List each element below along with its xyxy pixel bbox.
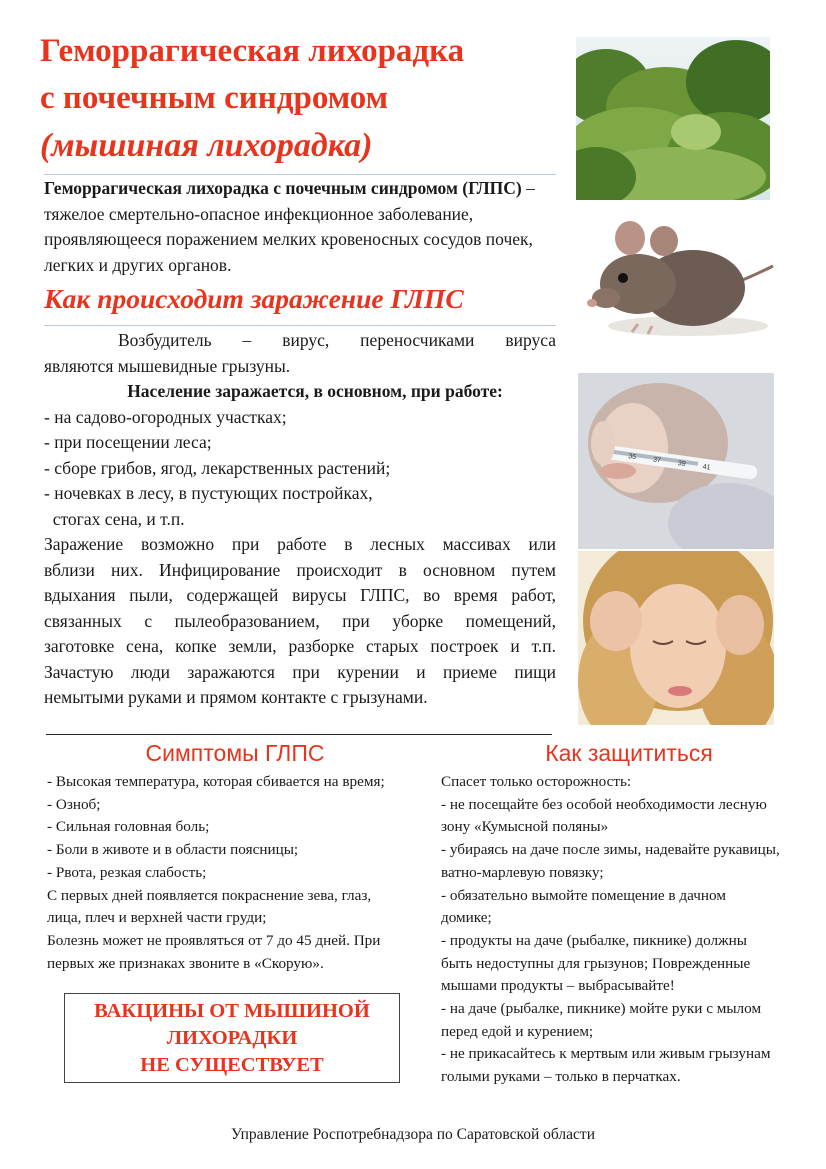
paragraph-line: немытыми руками и прямом контакте с грызунами. [44, 687, 428, 707]
list-item: - ночевках в лесу, в пустующих постройках, [44, 483, 373, 503]
symptoms-heading: Симптомы ГЛПС [145, 740, 325, 766]
paragraph-line: вдыхания пыли, содержащей вирусы ГЛПС, во время работ, [44, 585, 556, 605]
divider [44, 325, 556, 326]
infection-p1-line2: являются мышевидные грызуны. [44, 355, 291, 376]
thermometer-image [578, 373, 774, 549]
vaccine-warning-box [64, 993, 400, 1083]
list-item: ватно-марлевую повязку; [441, 863, 604, 881]
forest-image [576, 37, 770, 200]
page-title [40, 28, 560, 169]
list-item: быть недоступны для грызунов; Поврежденные [441, 954, 751, 972]
protect-heading: Как защититься [545, 740, 713, 766]
divider [44, 174, 556, 175]
thermo-mark: 37 [652, 456, 662, 465]
infection-bold-line: Население заражается, в основном, при работе: [127, 381, 503, 401]
section-divider [46, 734, 552, 735]
list-item: голыми руками – только в перчатках. [441, 1068, 681, 1086]
paragraph-line: Заражение возможно при работе в лесных массивах или [44, 534, 556, 554]
list-item: лица, плеч и верхней части груди; [47, 909, 267, 927]
list-item: - Озноб; [47, 795, 101, 813]
list-item: - на даче (рыбалке, пикнике) мойте руки с мылом [441, 1000, 762, 1018]
title-line-1: Геморрагическая лихорадка [40, 33, 465, 69]
infection-heading: Как происходит заражение ГЛПС [44, 283, 464, 314]
thermometer-photo [578, 373, 774, 549]
list-item: перед едой и курением; [441, 1022, 594, 1040]
list-item: - убираясь на даче после зимы, надевайте рукавицы, [441, 841, 780, 859]
vaccine-line-3: НЕ СУЩЕСТВУЕТ [140, 1053, 324, 1076]
list-item: - обязательно вымойте помещение в дачном [441, 886, 726, 904]
symptoms-list [47, 771, 432, 975]
infection-p1-line1: Возбудитель – вирус, переносчиками вируса [118, 330, 556, 350]
paragraph-line: заготовке сена, копке земли, разборке старых построек и т.п. [44, 636, 556, 656]
list-item: - не прикасайтесь к мертвым или живым грызунам [441, 1045, 771, 1063]
list-item: стогах сена, и т.п. [44, 508, 185, 529]
infection-body [44, 328, 556, 711]
mouse-image [578, 206, 774, 354]
list-item: - Высокая температура, которая сбивается на время; [47, 773, 385, 790]
title-line-3: (мышиная лихорадка) [40, 127, 373, 164]
thermo-mark: 41 [702, 463, 711, 472]
paragraph-line: вблизи них. Инфицирование происходит в основном путем [44, 559, 556, 580]
headache-photo [578, 551, 774, 725]
list-item: - продукты на даче (рыбалке, пикнике) должны [441, 931, 747, 949]
list-item: - на садово-огородных участках; [44, 406, 287, 427]
list-item: зону «Кумысной поляны» [441, 818, 609, 836]
list-item: первых же признаках звоните в «Скорую». [47, 954, 324, 972]
list-item: - Боли в животе и в области поясницы; [47, 841, 299, 859]
vaccine-line-2: ЛИХОРАДКИ [166, 1026, 298, 1049]
list-item: - не посещайте без особой необходимости лесную [441, 795, 767, 813]
mouse-photo [578, 206, 774, 354]
thermo-mark: 35 [627, 453, 637, 462]
list-item: Болезнь может не проявляться от 7 до 45 дней. При [47, 931, 381, 949]
paragraph-line: Зачастую люди заражаются при курении и приеме пищи [44, 661, 556, 682]
list-item: Спасет только осторожность: [441, 773, 632, 790]
list-item: С первых дней появляется покраснение зева, глаз, [47, 886, 372, 904]
protect-list [441, 771, 823, 1089]
list-item: - Сильная головная боль; [47, 818, 210, 836]
woman-headache-image [578, 551, 774, 725]
intro-text: – тяжелое смертельно-опасное инфекционное заболевание, проявляющееся поражением мелких кровеносных сосудов почек, легких и других органов. [44, 178, 535, 275]
paragraph-line: связанных с пылеобразованием, при уборке помещений, [44, 610, 556, 631]
title-line-2: с почечным синдромом [40, 80, 389, 116]
intro-paragraph [44, 176, 556, 278]
vaccine-line-1: ВАКЦИНЫ ОТ МЫШИНОЙ [94, 999, 370, 1022]
list-item: мышами продукты – выбрасывайте! [441, 977, 675, 995]
thermo-mark: 39 [677, 460, 686, 469]
intro-bold: Геморрагическая лихорадка с почечным синдромом (ГЛПС) [44, 178, 522, 198]
list-item: - при посещении леса; [44, 432, 212, 452]
list-item: - Рвота, резкая слабость; [47, 863, 207, 881]
forest-photo [576, 37, 770, 200]
list-item: - сборе грибов, ягод, лекарственных растений; [44, 457, 391, 478]
list-item: домике; [441, 909, 492, 927]
footer-organization: Управление Роспотребнадзора по Саратовской области [231, 1126, 595, 1143]
